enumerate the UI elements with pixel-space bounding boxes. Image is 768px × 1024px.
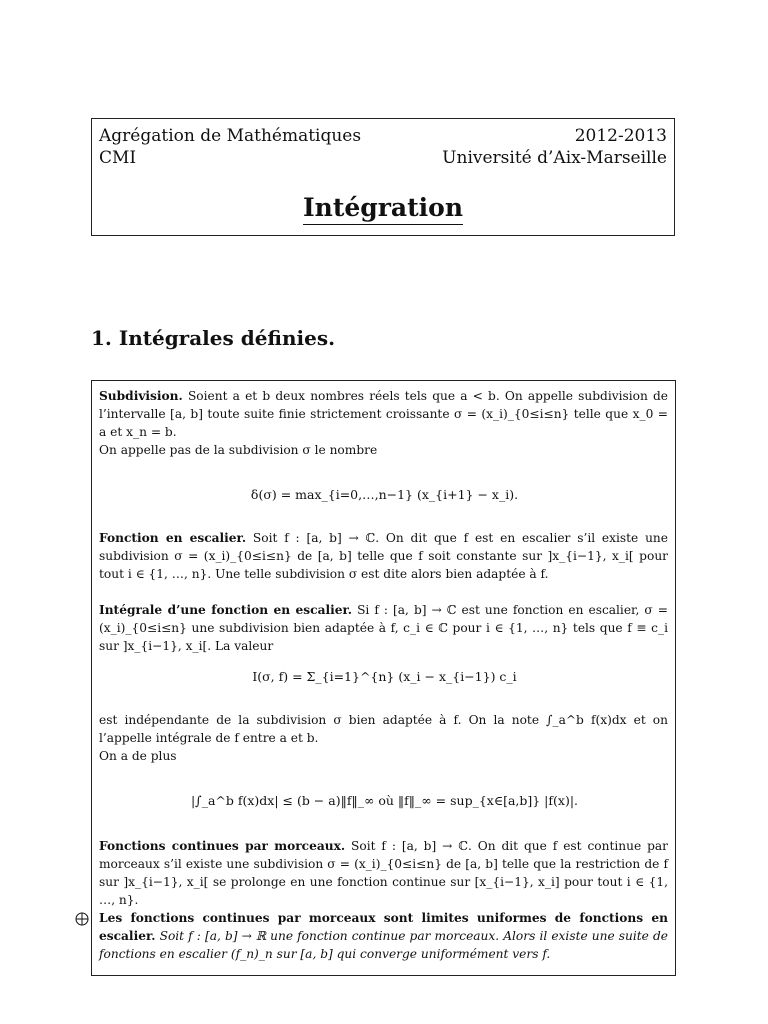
integrale-label: Intégrale d’une fonction en escalier. — [99, 603, 353, 617]
integrale-text: Si f : [a, b] → ℂ est une fonction en escalier, σ = (x_i)_{0≤i≤n} une subdivision bien adaptée à f, c_i ∈ ℂ pour i ∈ {1, …, n} tels que f ≡ c_i sur ]x_{i−1}, x_i[. La valeur — [99, 603, 668, 653]
delta-formula: δ(σ) = max_{i=0,…,n−1} (x_{i+1} − x_i). — [250, 487, 519, 502]
definitions-box — [91, 380, 676, 976]
escalier-paragraph — [99, 529, 668, 583]
continues-paragraph — [99, 837, 668, 909]
subdivision-label: Subdivision. — [99, 389, 183, 403]
theorem-label: Les fonctions continues par morceaux sont limites uniformes de fonctions en escalier. — [99, 911, 668, 943]
sum-formula: I(σ, f) = Σ_{i=1}^{n} (x_i − x_{i−1}) c_i — [252, 669, 517, 684]
header-box — [91, 118, 675, 236]
section-heading: 1. Intégrales définies. — [91, 326, 336, 350]
plus-text: On a de plus — [99, 749, 177, 763]
inequality-formula: |∫_a^b f(x)dx| ≤ (b − a)‖f‖_∞ où ‖f‖_∞ = sup_{x∈[a,b]} |f(x)|. — [190, 793, 579, 808]
theorem-paragraph — [99, 909, 668, 963]
continues-text: Soit f : [a, b] → ℂ. On dit que f est continue par morceaux s’il existe une subdivision σ = (x_i)_{0≤i≤n} de [a, b] telle que la restriction de f sur ]x_{i−1}, x_i[ se prolonge en une fonction continue sur [x_{i−1}, x_i] pour tout i ∈ {1, …, n}. — [99, 839, 668, 907]
integrale-after: est indépendante de la subdivision σ bien adaptée à f. On la note ∫_a^b f(x)dx et on l’appelle intégrale de f entre a et b. On a de plus — [99, 713, 668, 763]
oplus-marker-icon — [75, 912, 89, 926]
document-title: Intégration — [92, 193, 674, 222]
institution: CMI — [99, 148, 137, 168]
subdivision-text: Soient a et b deux nombres réels tels que a < b. On appelle subdivision de l’intervalle [a, b] toute suite finie strictement croissante σ = (x_i)_{0≤i≤n} telle que x_0 = a et x_n = b. — [99, 389, 669, 439]
academic-year: 2012-2013 — [574, 126, 667, 146]
escalier-label: Fonction en escalier. — [99, 531, 247, 545]
continues-label: Fonctions continues par morceaux. — [99, 839, 346, 853]
university: Université d’Aix-Marseille — [442, 148, 667, 168]
course-name: Agrégation de Mathématiques — [99, 126, 362, 146]
pas-text: On appelle pas de la subdivision σ le nombre — [99, 443, 378, 457]
integrale-paragraph — [99, 601, 668, 655]
subdivision-paragraph — [99, 387, 668, 459]
theorem-text: Soit f : [a, b] → ℝ une fonction continue par morceaux. Alors il existe une suite de fonctions en escalier (f_n)_n sur [a, b] qui converge uniformément vers f. — [99, 929, 668, 961]
escalier-text: Soit f : [a, b] → ℂ. On dit que f est en escalier s’il existe une subdivision σ = (x_i)_{0≤i≤n} de [a, b] telle que f soit constante sur ]x_{i−1}, x_i[ pour tout i ∈ {1, …, n}. Une telle subdivision σ est dite alors bien adaptée à f. — [99, 531, 668, 581]
